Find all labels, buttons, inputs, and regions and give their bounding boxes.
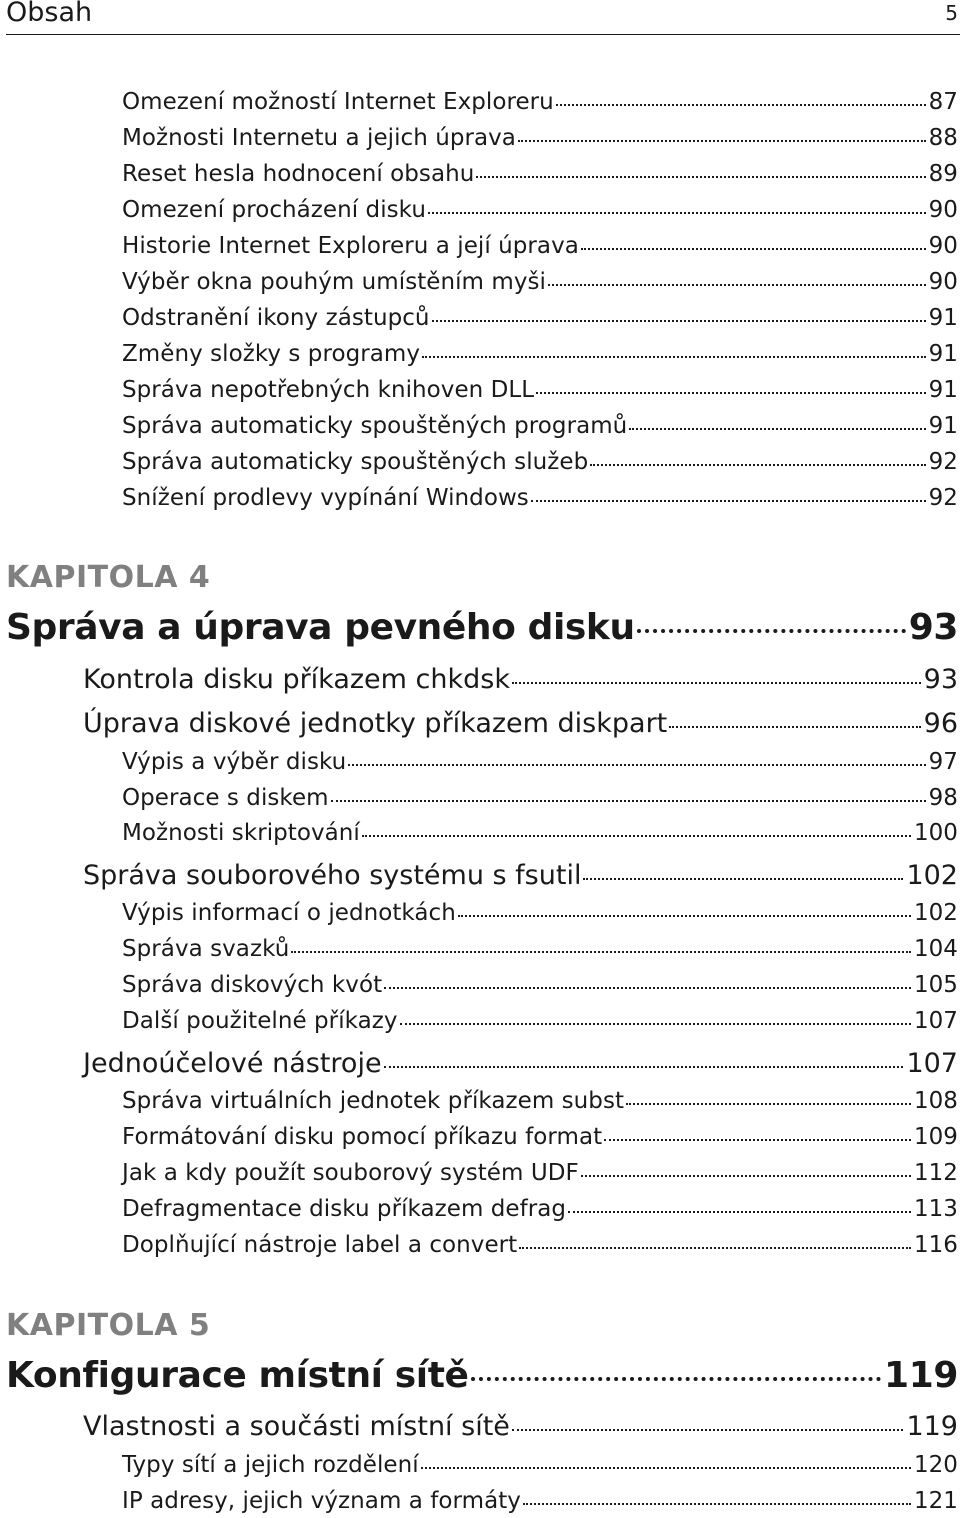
page-header — [6, 0, 960, 35]
dot-leader — [590, 464, 925, 466]
entry-title: Výpis a výběr disku — [122, 749, 347, 775]
entry-page-number: 87 — [928, 89, 958, 115]
dot-leader — [384, 987, 911, 989]
entry-title: Jednoúčelové nástroje — [83, 1048, 382, 1079]
entry-page-number: 91 — [928, 413, 958, 439]
toc-section[interactable] — [83, 857, 958, 895]
toc-entry[interactable] — [122, 1192, 958, 1226]
entry-title: Jak a kdy použít souborový systém UDF — [122, 1160, 579, 1186]
entry-page-number: 90 — [928, 269, 958, 295]
running-title: Obsah — [6, 0, 93, 28]
dot-leader — [348, 764, 925, 766]
entry-title: Omezení procházení disku — [122, 197, 426, 223]
entry-title: Správa diskových kvót — [122, 972, 383, 998]
entry-title: Doplňující nástroje label a convert — [122, 1232, 518, 1258]
toc-entry[interactable] — [122, 1448, 958, 1482]
entry-title: Výběr okna pouhým umístěním myši — [122, 269, 546, 295]
entry-page-number: 89 — [928, 161, 958, 187]
entry-title: Správa automaticky spouštěných programů — [122, 413, 628, 439]
dot-leader — [556, 104, 926, 106]
entry-page-number: 104 — [913, 936, 958, 962]
entry-page-number: 90 — [928, 233, 958, 259]
entry-page-number: 102 — [913, 900, 958, 926]
toc-section[interactable] — [83, 1045, 958, 1083]
toc-section[interactable] — [83, 661, 958, 699]
toc-entry[interactable] — [122, 1120, 958, 1154]
dot-leader — [583, 878, 903, 880]
dot-leader — [400, 1023, 911, 1025]
chapter-title-entry[interactable] — [6, 604, 958, 652]
dot-leader — [581, 1175, 911, 1177]
entry-page-number: 97 — [928, 749, 958, 775]
entry-title: Reset hesla hodnocení obsahu — [122, 161, 475, 187]
entry-page-number: 121 — [913, 1488, 958, 1514]
entry-page-number: 92 — [928, 485, 958, 511]
entry-page-number: 109 — [913, 1124, 958, 1150]
entry-title: IP adresy, jejich význam a formáty — [122, 1488, 521, 1514]
entry-page-number: 93 — [908, 607, 958, 648]
dot-leader — [568, 1211, 911, 1213]
entry-title: Správa automaticky spouštěných služeb — [122, 449, 589, 475]
entry-page-number: 96 — [923, 708, 958, 739]
toc-entry[interactable] — [122, 229, 958, 263]
dot-leader — [629, 428, 925, 430]
toc-entry[interactable] — [122, 265, 958, 299]
chapter-label: KAPITOLA 5 — [6, 1308, 211, 1343]
dot-leader — [518, 140, 926, 142]
entry-title: Typy sítí a jejich rozdělení — [122, 1452, 419, 1478]
toc-entry[interactable] — [122, 445, 958, 479]
entry-page-number: 116 — [913, 1232, 958, 1258]
entry-title: Správa souborového systému s fsutil — [83, 860, 582, 891]
dot-leader — [536, 392, 925, 394]
chapter-title-entry[interactable] — [6, 1352, 958, 1400]
entry-page-number: 91 — [928, 377, 958, 403]
toc-entry[interactable] — [122, 1084, 958, 1118]
entry-title: Historie Internet Exploreru a její úprava — [122, 233, 579, 259]
entry-page-number: 100 — [913, 820, 958, 846]
entry-title: Úprava diskové jednotky příkazem diskpart — [83, 708, 668, 739]
toc-section[interactable] — [83, 1408, 958, 1446]
dot-leader — [637, 629, 906, 633]
dot-leader — [476, 176, 925, 178]
entry-title: Omezení možností Internet Exploreru — [122, 89, 554, 115]
entry-title: Konfigurace místní sítě — [6, 1355, 469, 1396]
dot-leader — [421, 1467, 911, 1469]
dot-leader — [523, 1503, 911, 1505]
toc-entry[interactable] — [122, 373, 958, 407]
toc-entry[interactable] — [122, 932, 958, 966]
entry-title: Správa virtuálních jednotek příkazem subst — [122, 1088, 625, 1114]
entry-page-number: 88 — [928, 125, 958, 151]
entry-page-number: 91 — [928, 305, 958, 331]
toc-entry[interactable] — [122, 85, 958, 119]
toc-entry[interactable] — [122, 896, 958, 930]
dot-leader — [428, 212, 926, 214]
dot-leader — [531, 500, 926, 502]
dot-leader — [512, 682, 921, 684]
toc-entry[interactable] — [122, 781, 958, 815]
entry-title: Výpis informací o jednotkách — [122, 900, 456, 926]
toc-entry[interactable] — [122, 409, 958, 443]
toc-section[interactable] — [83, 705, 958, 743]
entry-page-number: 108 — [913, 1088, 958, 1114]
toc-entry[interactable] — [122, 968, 958, 1002]
entry-page-number: 93 — [923, 664, 958, 695]
chapter-label: KAPITOLA 4 — [6, 560, 211, 595]
entry-title: Další použitelné příkazy — [122, 1008, 398, 1034]
dot-leader — [291, 951, 911, 953]
entry-page-number: 90 — [928, 197, 958, 223]
entry-title: Možnosti skriptování — [122, 820, 360, 846]
entry-title: Možnosti Internetu a jejich úprava — [122, 125, 516, 151]
toc-entry[interactable] — [122, 157, 958, 191]
dot-leader — [581, 248, 926, 250]
entry-title: Změny složky s programy — [122, 341, 420, 367]
dot-leader — [548, 284, 926, 286]
dot-leader — [471, 1377, 882, 1381]
entry-page-number: 98 — [928, 785, 958, 811]
entry-title: Vlastnosti a součásti místní sítě — [83, 1411, 510, 1442]
entry-page-number: 92 — [928, 449, 958, 475]
entry-page-number: 120 — [913, 1452, 958, 1478]
entry-title: Správa svazků — [122, 936, 290, 962]
entry-page-number: 113 — [913, 1196, 958, 1222]
entry-title: Snížení prodlevy vypínání Windows — [122, 485, 529, 511]
entry-title: Odstranění ikony zástupců — [122, 305, 430, 331]
dot-leader — [422, 356, 926, 358]
toc-entry[interactable] — [122, 121, 958, 155]
entry-page-number: 102 — [906, 860, 958, 891]
dot-leader — [384, 1066, 904, 1068]
entry-title: Operace s diskem — [122, 785, 329, 811]
toc-entry[interactable] — [122, 1004, 958, 1038]
dot-leader — [626, 1103, 911, 1105]
toc-entry[interactable] — [122, 481, 958, 515]
toc-entry[interactable] — [122, 1484, 958, 1518]
entry-title: Správa a úprava pevného disku — [6, 607, 635, 648]
toc-entry[interactable] — [122, 1156, 958, 1190]
dot-leader — [669, 726, 920, 728]
dot-leader — [519, 1247, 911, 1249]
toc-entry[interactable] — [122, 1228, 958, 1262]
toc-entry[interactable] — [122, 337, 958, 371]
toc-entry[interactable] — [122, 745, 958, 779]
toc-entry[interactable] — [122, 301, 958, 335]
entry-title: Formátování disku pomocí příkazu format — [122, 1124, 603, 1150]
entry-title: Správa nepotřebných knihoven DLL — [122, 377, 535, 403]
dot-leader — [604, 1139, 911, 1141]
dot-leader — [512, 1429, 904, 1431]
entry-page-number: 112 — [913, 1160, 958, 1186]
dot-leader — [331, 800, 926, 802]
entry-page-number: 107 — [906, 1048, 958, 1079]
entry-page-number: 107 — [913, 1008, 958, 1034]
toc-entry[interactable] — [122, 193, 958, 227]
entry-page-number: 119 — [906, 1411, 958, 1442]
entry-page-number: 119 — [884, 1355, 958, 1396]
entry-title: Defragmentace disku příkazem defrag — [122, 1196, 567, 1222]
entry-page-number: 105 — [913, 972, 958, 998]
dot-leader — [362, 835, 911, 837]
dot-leader — [458, 915, 911, 917]
entry-title: Kontrola disku příkazem chkdsk — [83, 664, 510, 695]
entry-page-number: 91 — [928, 341, 958, 367]
dot-leader — [432, 320, 926, 322]
toc-entry[interactable] — [122, 816, 958, 850]
page-number: 5 — [945, 1, 958, 25]
